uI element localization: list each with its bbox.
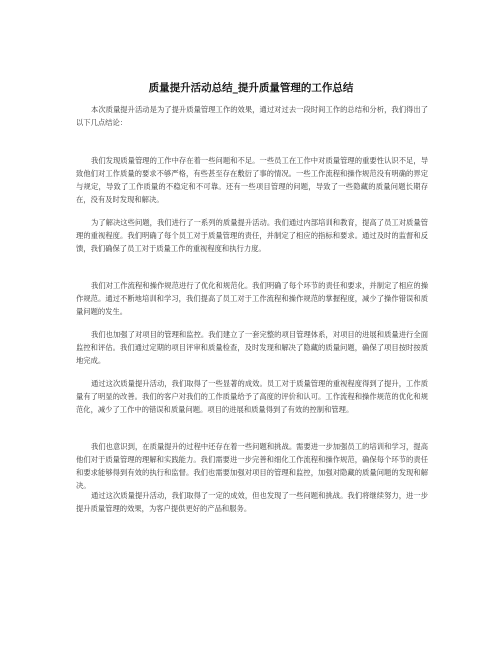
paragraph-project-management: 我们也加强了对项目的管理和监控。我们建立了一套完整的项目管理体系，对项目的进展和质量进行全面监控和评估。我们通过定期的项目评审和质量检查，及时发现和解决了隐藏的质量问题，确保了项目按时按质地完成。 — [76, 330, 428, 365]
paragraph-results: 通过这次质量提升活动，我们取得了一些显著的成效。员工对于质量管理的重视程度得到了提升，工作质量有了明显的改善。我们的客户对我们的工作质量给予了高度的评价和认可。工作流程和操作规范的优化和规范化，减少了工作中的错误和质量问题。项目的进展和质量得到了有效的控制和管理。 — [76, 379, 428, 414]
paragraph-challenges: 我们也意识到，在质量提升的过程中还存在着一些问题和挑战。需要进一步加强员工的培训和学习，提高他们对于质量管理的理解和实践能力。我们需要进一步完善和细化工作流程和操作规范，确保每个环节的责任和要求能够得到有效的执行和监督。我们也需要加强对项目的管理和监控，加强对隐藏的质量问题的发现和解决。 — [76, 442, 428, 490]
paragraph-conclusion: 通过这次质量提升活动，我们取得了一定的成效，但也发现了一些问题和挑战。我们将继续努力，进一步提升质量管理的效果，为客户提供更好的产品和服务。 — [76, 491, 428, 513]
paragraph-problems: 我们发现质量管理的工作中存在着一些问题和不足。一些员工在工作中对质量管理的重要性认识不足，导致他们对工作质量的要求不够严格，有些甚至存在敷衍了事的情况。一些工作流程和操作规范没有明确的界定与规定，导致了工作质量的不稳定和不可靠。还有一些项目管理的问题，导致了一些隐藏的质量问题长期存在，没有及时发现和解决。 — [76, 156, 428, 204]
paragraph-intro: 本次质量提升活动是为了提升质量管理工作的效果，通过对过去一段时间工作的总结和分析，我们得出了以下几点结论： — [76, 105, 428, 127]
paragraph-activities: 为了解决这些问题，我们进行了一系列的质量提升活动。我们通过内部培训和教育，提高了员工对质量管理的重视程度。我们明确了每个员工对于质量管理的责任，并制定了相应的指标和要求。通过及时的监督和反馈，我们确保了员工对于质量工作的重视程度和执行力度。 — [76, 218, 428, 253]
document-title: 质量提升活动总结_提升质量管理的工作总结 — [148, 82, 354, 94]
paragraph-process-optimization: 我们对工作流程和操作规范进行了优化和规范化。我们明确了每个环节的责任和要求，并制定了相应的操作规范。通过不断地培训和学习，我们提高了员工对于工作流程和操作规范的掌握程度，减少了操作错误和质量问题的发生。 — [76, 281, 428, 316]
